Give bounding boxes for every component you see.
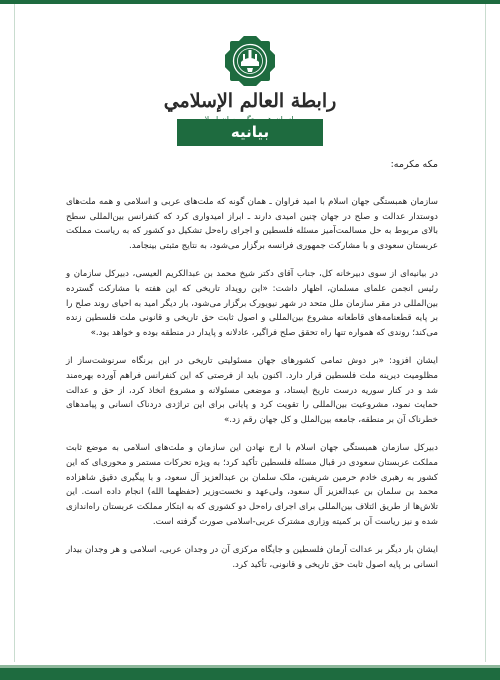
paragraph-3: ایشان افزود: «بر دوش تمامی کشورهای جهان مسئولیتی تاریخی در این برنگاه سرنوشت‌ساز از مظلومیت دیرینه ملت فلسطین قرار دارد. اکنون باید از فرصتی که این کنفرانس فراهم آورده بهره‌مند شد و در کنار سوریه درست تاریخ ایستاد، و موضعی مسئولانه و مشروع اتخاذ کرد، از حق و عدالت حمایت نمود، مشروعیت بین‌المللی را تقویت کرد و پایانی برای این تراژدی دردناک انسانی و پیامدهای خطرناک آن بر منطقه، جامعه بین‌الملل و کل جهان رقم زد.» (66, 355, 438, 426)
statement-body (66, 158, 438, 585)
paragraph-4: دبیرکل سازمان همبستگی جهان اسلام با ارج نهادن این سازمان و ملت‌های اسلامی به موضع ثابت مملکت عربستان سعودی در قبال مسئله فلسطین تأکید کرد؛ به ویژه تحرکات مستمر و محوری‌ای که این کشور به رهبری خادم حرمین شریفین، ملک سلمان بن عبدالعزیز آل سعود، و با پیگیری دقیق شاهزاده محمد بن سلمان بن عبدالعزیز آل سعود، ولی‌عهد و نخست‌وزیر (حفظهما الله) انجام داده است. این تلاش‌ها از طریق ائتلاف بین‌المللی برای اجرای راه‌حل دو کشوری که به ابتکار مملکت عربستان راه‌اندازی شده و نیز ریاست آن بر کمیته وزاری مشترک عربی-اسلامی صورت گرفته است. (66, 442, 438, 527)
place-line: مکه مکرمه: (390, 159, 438, 170)
top-band (0, 0, 500, 4)
decorative-rule-left (14, 4, 15, 662)
paragraph-1: سازمان همبستگی جهان اسلام با امید فراوان ـ همان گونه که ملت‌های عربی و اسلامی و همه ملت‌های دوستدار عدالت و صلح در جهان چنین امیدی دارند ـ ابراز امیدواری کرد که کنفرانس بین‌المللی سطح بالای مربوط به حل مسالمت‌آمیز مسئله فلسطین و اجرای راه‌حل تشکیل دو کشور که به ریاست مملکت عربستان سعودی و با مشارکت جمهوری فرانسه برگزار می‌شود، به نتایج مثبتی بینجامد. (66, 196, 438, 252)
bottom-band (0, 668, 500, 680)
paragraph-2: در بیانیه‌ای از سوی دبیرخانه کل، جناب آقای دکتر شیخ محمد بن عبدالکریم العیسی، دبیرکل سازمان و رئیس انجمن علمای مسلمان، اظهار داشت: «این رویداد تاریخی که این هفته با مشارکت گسترده بین‌المللی در مقر سازمان ملل متحد در شهر نیویورک برگزار می‌شود، بار دیگر امید به احیای روند صلح را بر پایه قطعنامه‌های قاطعانه مشروع بین‌المللی و اصول ثابت حق تاریخی و قانونی ملت فلسطین زنده می‌کند؛ روندی که همواره تنها راه تحقق صلح فراگیر، عادلانه و پایدار در منطقه بوده و خواهد بود.» (66, 268, 438, 339)
decorative-rule-right (485, 4, 486, 662)
paragraph-5: ایشان بار دیگر بر عدالت آرمان فلسطین و جایگاه مرکزی آن در وجدان عربی، اسلامی و هر وجدان بیدار انسانی بر پایه اصول ثابت حق تاریخی و قانونی، تأکید کرد. (66, 544, 438, 570)
organization-name: رابطة العالم الإسلامي (163, 90, 337, 112)
statement-title-banner: بیانیه (177, 119, 323, 146)
muslim-world-league-emblem-icon (225, 36, 275, 86)
